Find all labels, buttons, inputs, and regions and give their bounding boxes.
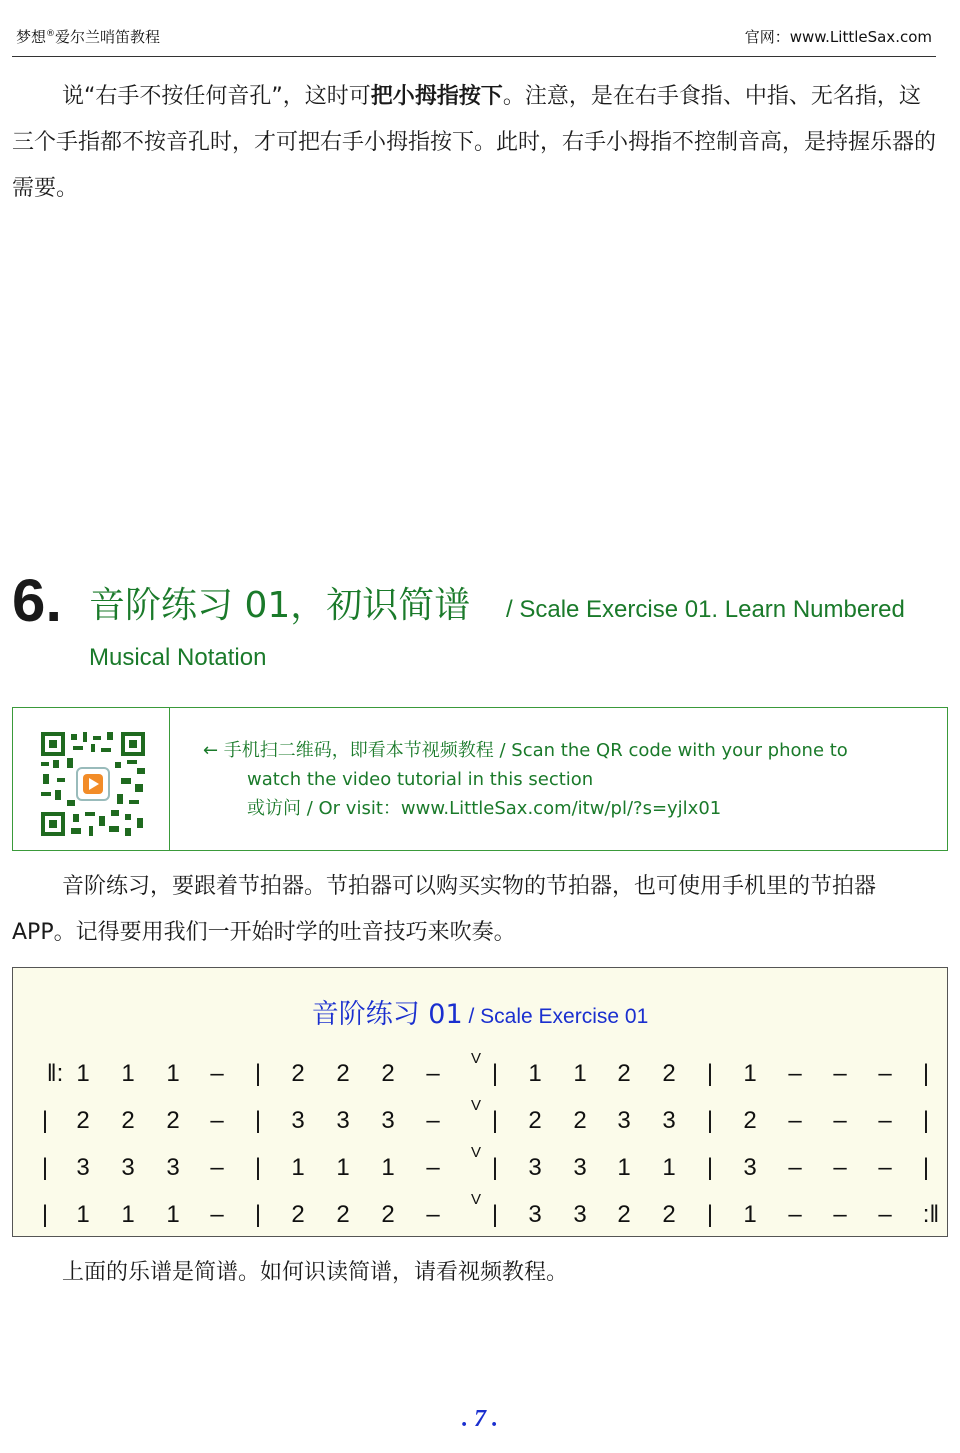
note: 1	[617, 1154, 631, 1181]
note: 2	[336, 1060, 350, 1087]
qr-instructions	[203, 736, 943, 823]
note: 1	[121, 1201, 135, 1228]
barline: |	[706, 1201, 714, 1228]
dash: –	[788, 1060, 802, 1087]
barline: |	[922, 1060, 930, 1087]
section-number: 6.	[12, 567, 63, 634]
body-paragraph: 音阶练习，要跟着节拍器。节拍器可以购买实物的节拍器，也可使用手机里的节拍器 APP。记得要用我们一开始时学的吐音技巧来吹奏。	[12, 874, 877, 945]
note: 1	[743, 1060, 757, 1087]
note: 1	[573, 1060, 587, 1087]
qr-code-icon[interactable]	[39, 730, 147, 838]
note: 3	[662, 1107, 676, 1134]
dash: –	[878, 1154, 892, 1181]
qr-cell	[13, 708, 170, 850]
score-line	[13, 1050, 949, 1094]
note: 3	[166, 1154, 180, 1181]
barline: |	[922, 1154, 930, 1181]
score-line	[13, 1191, 949, 1235]
score-box	[12, 967, 948, 1237]
breath-mark: V	[471, 1050, 482, 1067]
note: 1	[381, 1154, 395, 1181]
dash: –	[426, 1060, 440, 1087]
qr-info-box	[12, 707, 948, 851]
dash: –	[426, 1107, 440, 1134]
barline: :‖	[922, 1201, 940, 1228]
dash: –	[210, 1107, 224, 1134]
note: 3	[573, 1201, 587, 1228]
note: 2	[76, 1107, 90, 1134]
note: 1	[662, 1154, 676, 1181]
score-title: 音阶练习 01 / Scale Exercise 01	[311, 999, 649, 1030]
note: 2	[743, 1107, 757, 1134]
note: 1	[743, 1201, 757, 1228]
dash: –	[833, 1201, 847, 1228]
note: 1	[336, 1154, 350, 1181]
note: 1	[76, 1201, 90, 1228]
barline: |	[254, 1060, 262, 1087]
barline: |	[491, 1154, 499, 1181]
note: 3	[76, 1154, 90, 1181]
qr-instruction-line-1: ← 手机扫二维码，即看本节视频教程 / Scan the QR code with your phone to	[203, 740, 848, 761]
dash: –	[788, 1107, 802, 1134]
section-title-en: / Scale Exercise 01. Learn Numbered	[506, 596, 905, 623]
dash: –	[878, 1107, 892, 1134]
barline: |	[491, 1107, 499, 1134]
note: 3	[381, 1107, 395, 1134]
note: 2	[617, 1201, 631, 1228]
score-line	[13, 1144, 949, 1188]
note: 3	[336, 1107, 350, 1134]
note: 3	[617, 1107, 631, 1134]
note: 2	[662, 1201, 676, 1228]
note: 2	[381, 1060, 395, 1087]
note: 1	[528, 1060, 542, 1087]
qr-visit-link[interactable]: 或访问 / Or visit：www.LittleSax.com/itw/pl/?s=yjlx01	[247, 798, 722, 819]
note: 2	[381, 1201, 395, 1228]
emphasis-text: 把小拇指按下	[370, 84, 503, 109]
dash: –	[210, 1060, 224, 1087]
footer-paragraph: 上面的乐谱是简谱。如何识读简谱，请看视频教程。	[62, 1260, 569, 1285]
dash: –	[426, 1154, 440, 1181]
qr-instruction-line-2: watch the video tutorial in this section	[247, 769, 594, 790]
dash: –	[788, 1154, 802, 1181]
dash: –	[788, 1201, 802, 1228]
note: 2	[291, 1060, 305, 1087]
note: 1	[166, 1201, 180, 1228]
dash: –	[833, 1107, 847, 1134]
section-title-en-continued: Musical Notation	[89, 644, 267, 671]
barline: |	[706, 1107, 714, 1134]
barline: |	[491, 1201, 499, 1228]
barline: |	[41, 1154, 49, 1181]
dash: –	[210, 1154, 224, 1181]
note: 2	[528, 1107, 542, 1134]
barline: |	[706, 1154, 714, 1181]
note: 2	[166, 1107, 180, 1134]
barline: |	[491, 1060, 499, 1087]
intro-paragraph: 说“右手不按任何音孔”，这时可把小拇指按下。注意，是在右手食指、中指、无名指，这三个手指都不按音孔时，才可把右手小拇指按下。此时，右手小拇指不控制音高，是持握乐器的需要。	[12, 84, 937, 201]
website-url: 官网：www.LittleSax.com	[744, 28, 932, 46]
dash: –	[878, 1060, 892, 1087]
dash: –	[878, 1201, 892, 1228]
breath-mark: V	[471, 1191, 482, 1208]
note: 2	[336, 1201, 350, 1228]
dash: –	[426, 1201, 440, 1228]
barline: |	[41, 1107, 49, 1134]
dash: –	[210, 1201, 224, 1228]
note: 3	[573, 1154, 587, 1181]
barline: |	[41, 1201, 49, 1228]
page-header	[12, 22, 936, 57]
note: 3	[291, 1107, 305, 1134]
note: 1	[121, 1060, 135, 1087]
note: 2	[291, 1201, 305, 1228]
dash: –	[833, 1060, 847, 1087]
barline: |	[254, 1107, 262, 1134]
barline: ‖:	[46, 1060, 64, 1087]
note: 3	[528, 1154, 542, 1181]
barline: |	[254, 1201, 262, 1228]
dash: –	[833, 1154, 847, 1181]
note: 1	[166, 1060, 180, 1087]
note: 2	[121, 1107, 135, 1134]
note: 1	[291, 1154, 305, 1181]
note: 3	[743, 1154, 757, 1181]
barline: |	[254, 1154, 262, 1181]
note: 2	[662, 1060, 676, 1087]
barline: |	[706, 1060, 714, 1087]
barline: |	[922, 1107, 930, 1134]
note: 3	[121, 1154, 135, 1181]
page-number: . 7 .	[462, 1406, 498, 1432]
brand-title: 梦想®爱尔兰哨笛教程	[16, 28, 161, 46]
breath-mark: V	[471, 1097, 482, 1114]
section-title-zh: 音阶练习 01，初识简谱	[89, 585, 471, 626]
note: 3	[528, 1201, 542, 1228]
note: 2	[573, 1107, 587, 1134]
breath-mark: V	[471, 1144, 482, 1161]
note: 1	[76, 1060, 90, 1087]
score-line	[13, 1097, 949, 1141]
note: 2	[617, 1060, 631, 1087]
